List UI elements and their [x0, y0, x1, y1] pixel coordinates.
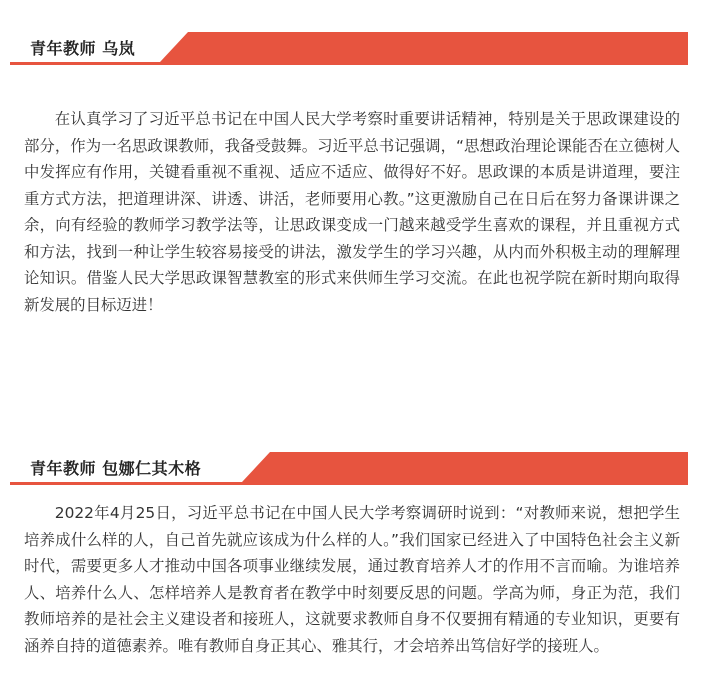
section-heading: 青年教师 乌岚 — [30, 39, 136, 58]
header-accent-bar — [242, 452, 688, 482]
section-header — [10, 452, 688, 486]
header-rule — [10, 482, 688, 485]
header-rule — [10, 62, 688, 65]
section-heading: 青年教师 包娜仁其木格 — [30, 459, 202, 478]
header-accent-bar — [160, 32, 688, 62]
section-header — [10, 32, 688, 66]
section-paragraph: 在认真学习了习近平总书记在中国人民大学考察时重要讲话精神，特别是关于思政课建设的部分，作为一名思政课教师，我备受鼓舞。习近平总书记强调，“思想政治理论课能否在立德树人中发挥应有作用，关键看重视不重视、适应不适应、做得好不好。思政课的本质是讲道理，要注重方式方法，把道理讲深、讲透、讲活，老师要用心教。”这更激励自己在日后在努力备课讲课之余，向有经验的教师学习教学法等，让思政课变成一门越来越受学生喜欢的课程，并且重视方式和方法，找到一种让学生较容易接受的讲法，激发学生的学习兴趣，从内而外积极主动的理解理论知识。借鉴人民大学思政课智慧教室的形式来供师生学习交流。在此也祝学院在新时期向取得新发展的目标迈进！ — [24, 110, 680, 314]
section-paragraph: 2022年4月25日，习近平总书记在中国人民大学考察调研时说到：“对教师来说，想把学生培养成什么样的人，自己首先就应该成为什么样的人。”我们国家已经进入了中国特色社会主义新时代，需要更多人才推动中国各项事业继续发展，通过教育培养人才的作用不言而喻。为谁培养人、培养什么人、怎样培养人是教育者在教学中时刻要反思的问题。学高为师，身正为范，我们教师培养的是社会主义建设者和接班人，这就要求教师自身不仅要拥有精通的专业知识，更要有涵养自持的道德素养。唯有教师自身正其心、雅其行，才会培养出笃信好学的接班人。 — [24, 504, 680, 655]
